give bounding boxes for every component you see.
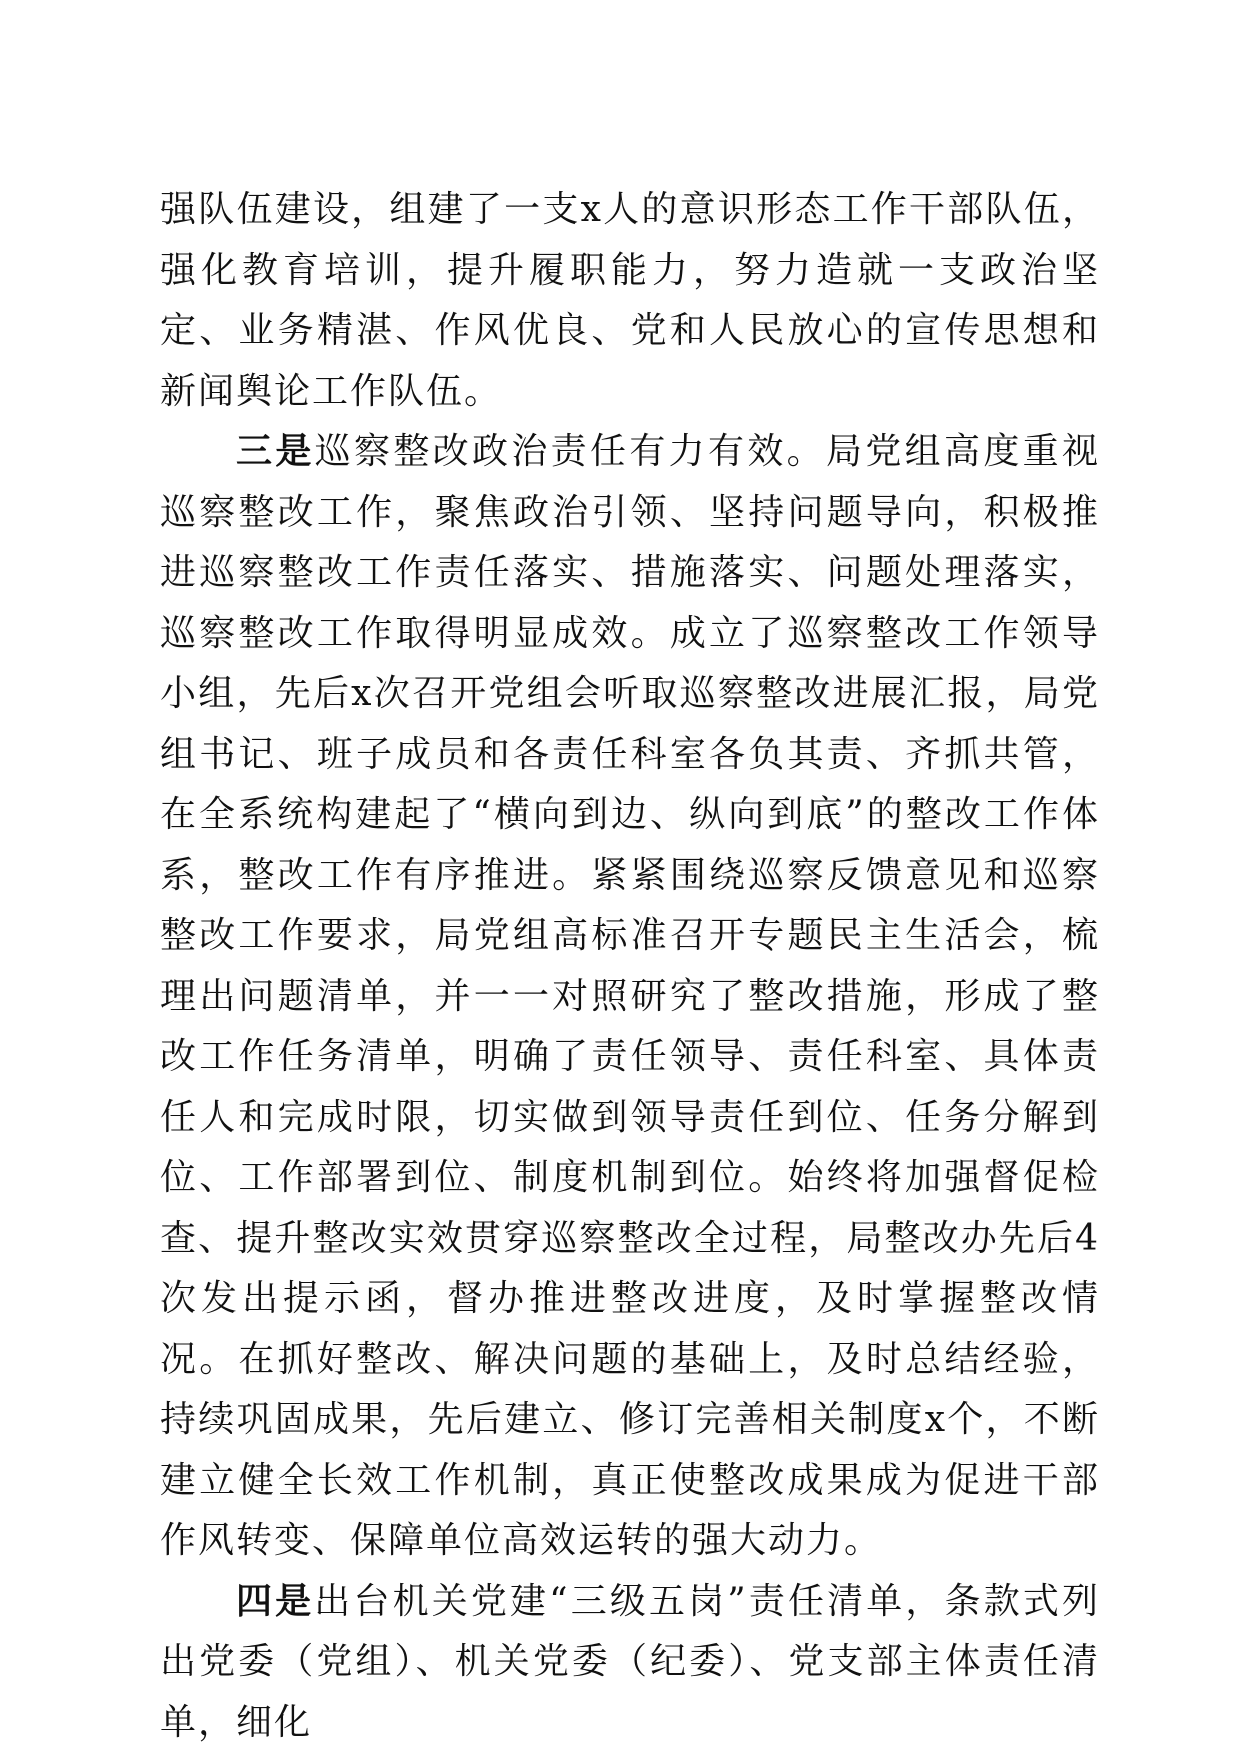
paragraph-3	[160, 1572, 1100, 1754]
paragraph-2	[160, 422, 1100, 1572]
paragraph-3-lead: 四是	[236, 1580, 315, 1622]
document-body	[160, 180, 1100, 1753]
paragraph-1	[160, 180, 1100, 422]
paragraph-3-text: 出台机关党建“三级五岗”责任清单，条款式列出党委（党组）、机关党委（纪委）、党支部主体责任清单，细化	[160, 1580, 1100, 1743]
paragraph-2-lead: 三是	[236, 431, 315, 472]
paragraph-2-text: 巡察整改政治责任有力有效。局党组高度重视巡察整改工作，聚焦政治引领、坚持问题导向，积极推进巡察整改工作责任落实、措施落实、问题处理落实，巡察整改工作取得明显成效。成立了巡察整改工作领导小组，先后x次召开党组会听取巡察整改进展汇报，局党组书记、班子成员和各责任科室各负其责、齐抓共管，在全系统构建起了“横向到边、纵向到底”的整改工作体系，整改工作有序推进。紧紧围绕巡察反馈意见和巡察整改工作要求，局党组高标准召开专题民主生活会，梳理出问题清单，并一一对照研究了整改措施，形成了整改工作任务清单，明确了责任领导、责任科室、具体责任人和完成时限，切实做到领导责任到位、任务分解到位、工作部署到位、制度机制到位。始终将加强督促检查、提升整改实效贯穿巡察整改全过程，局整改办先后4次发出提示函，督办推进整改进度，及时掌握整改情况。在抓好整改、解决问题的基础上，及时总结经验，持续巩固成果，先后建立、修订完善相关制度x个，不断建立健全长效工作机制，真正使整改成果成为促进干部作风转变、保障单位高效运转的强大动力。	[160, 431, 1100, 1561]
paragraph-1-text: 强队伍建设，组建了一支x人的意识形态工作干部队伍，强化教育培训，提升履职能力，努力造就一支政治坚定、业务精湛、作风优良、党和人民放心的宣传思想和新闻舆论工作队伍。	[160, 189, 1100, 412]
